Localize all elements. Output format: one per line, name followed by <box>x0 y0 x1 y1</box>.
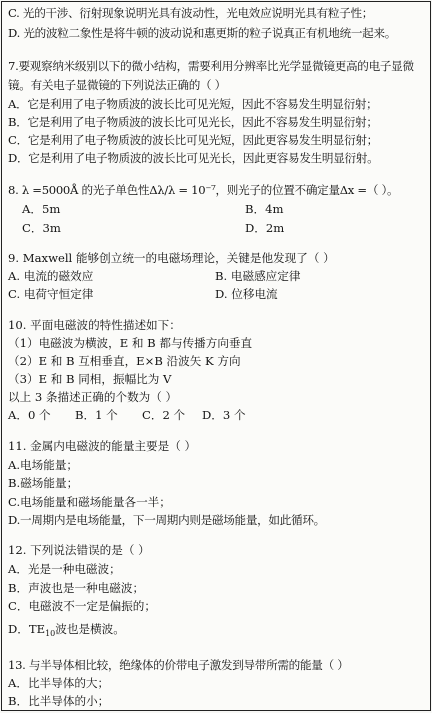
exam-page <box>1 1 431 711</box>
q10-statement-2: （2）E 和 B 互相垂直，E×B 沿波矢 K 方向 <box>8 354 241 368</box>
q11-option-a: A.电场能量； <box>8 458 79 472</box>
q10-stem: 10. 平面电磁波的特性描述如下： <box>8 318 181 332</box>
q8-option-a: A．5m <box>22 202 61 216</box>
q8-option-d: D．2m <box>245 221 285 235</box>
q11-stem: 11. 金属内电磁波的能量主要是（ ） <box>8 439 197 453</box>
q12-option-b: B．声波也是一种电磁波； <box>8 581 145 595</box>
q8-stem: 8. λ =5000Å 的光子单色性Δλ/λ = 10⁻⁷，则光子的位置不确定量Δx =（ ）。 <box>8 183 399 197</box>
q12-option-d-prefix: D．TE <box>8 622 46 636</box>
q10-option-a: A．0 个 <box>8 408 51 422</box>
q7-stem-line1: 7.要观察纳米级别以下的微小结构，需要利用分辨率比光学显微镜更高的电子显微 <box>8 59 414 73</box>
q7-option-c: C．它是利用了电子物质波的波长比可见光短，因此更容易发生明显衍射； <box>8 133 378 147</box>
q7-option-d: D．它是利用了电子物质波的波长比可见光长，因此更容易发生明显衍射。 <box>8 151 379 165</box>
q13-option-a: A．比半导体的大； <box>8 676 110 690</box>
q10-option-b: B．1 个 <box>75 408 118 422</box>
q10-statement-3: （3）E 和 B 同相，振幅比为 V <box>8 372 172 386</box>
q7-stem-line2: 镜。有关电子显微镜的下列说法正确的（ ） <box>8 78 226 92</box>
q11-option-c: C.电场能量和磁场能量各一半； <box>8 495 171 509</box>
q12-option-d <box>8 622 125 641</box>
q9-option-a: A. 电流的磁效应 <box>8 269 94 283</box>
q11-option-b: B.磁场能量； <box>8 476 79 490</box>
q12-option-c: C．电磁波不一定是偏振的； <box>8 599 156 613</box>
q7-option-b: B．它是利用了电子物质波的波长比可见光长，因此不容易发生明显衍射； <box>8 115 378 129</box>
q6-option-d: D. 光的波粒二象性是将牛顿的波动说和惠更斯的粒子说真正有机地统一起来。 <box>8 26 397 40</box>
q10-question: 以上 3 条描述正确的个数为（ ） <box>8 390 178 404</box>
q12-stem: 12. 下列说法错误的是（ ） <box>8 543 150 557</box>
q9-stem: 9. Maxwell 能够创立统一的电磁场理论，关键是他发现了（ ） <box>8 251 335 265</box>
q12-option-a: A．光是一种电磁波； <box>8 562 121 576</box>
q13-option-b: B．比半导体的小； <box>8 694 110 708</box>
q7-option-a: A．它是利用了电子物质波的波长比可见光短，因此不容易发生明显衍射； <box>8 97 378 111</box>
q10-option-d: D．3 个 <box>202 408 246 422</box>
q10-statement-1: （1）电磁波为横波，E 和 B 都与传播方向垂直 <box>8 336 253 350</box>
q12-option-d-suffix: 波也是横波。 <box>55 622 125 636</box>
q13-stem: 13. 与半导体相比较，绝缘体的价带电子激发到导带所需的能量（ ） <box>8 658 349 672</box>
q9-option-c: C. 电荷守恒定律 <box>8 287 94 301</box>
q6-option-c: C. 光的干涉、衍射现象说明光具有波动性，光电效应说明光具有粒子性； <box>8 6 374 20</box>
q8-option-b: B．4m <box>245 202 284 216</box>
q12-option-d-subscript: 10 <box>45 629 56 638</box>
q11-option-d: D.一周期内是电场能量，下一周期内则是磁场能量，如此循环。 <box>8 513 325 527</box>
q10-option-c: C．2 个 <box>142 408 186 422</box>
q8-option-c: C．3m <box>22 221 61 235</box>
q9-option-d: D. 位移电流 <box>215 287 278 301</box>
q9-option-b: B. 电磁感应定律 <box>215 269 301 283</box>
